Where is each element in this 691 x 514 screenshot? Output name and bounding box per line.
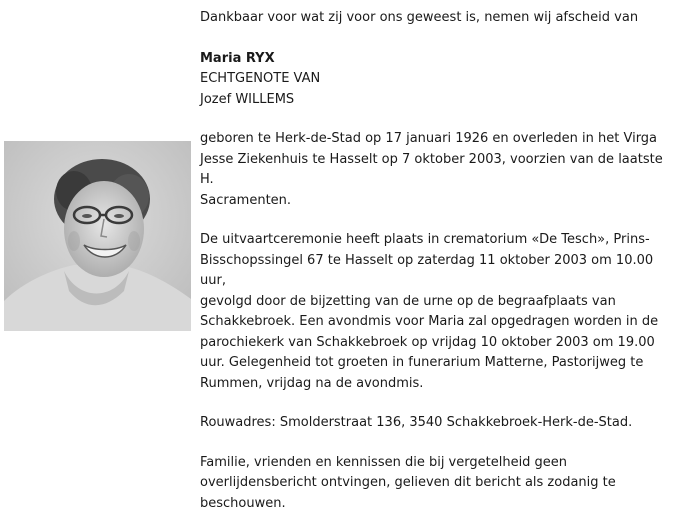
text-line: gevolgd door de bijzetting van de urne op de begraafplaats van bbox=[200, 292, 680, 313]
text-line: geboren te Herk-de-Stad op 17 januari 1926 en overleden in het Virga bbox=[200, 129, 680, 150]
text-line: Rummen, vrijdag na de avondmis. bbox=[200, 374, 680, 395]
portrait-illustration bbox=[4, 141, 191, 331]
text-line: Rouwadres: Smolderstraat 136, 3540 Schakkebroek-Herk-de-Stad. bbox=[200, 413, 680, 434]
text-line: Bisschopssingel 67 te Hasselt op zaterdag 11 oktober 2003 om 10.00 uur, bbox=[200, 251, 680, 292]
text-line: Schakkebroek. Een avondmis voor Maria zal opgedragen worden in de bbox=[200, 312, 680, 333]
text-line: De uitvaartceremonie heeft plaats in crematorium «De Tesch», Prins- bbox=[200, 230, 680, 251]
text-line: parochiekerk van Schakkebroek op vrijdag 10 oktober 2003 om 19.00 bbox=[200, 333, 680, 354]
ceremony-paragraph bbox=[200, 230, 680, 394]
relation-label: ECHTGENOTE VAN bbox=[200, 69, 680, 90]
text-line: Jesse Ziekenhuis te Hasselt op 7 oktober 2003, voorzien van de laatste H. bbox=[200, 150, 680, 191]
text-line: beschouwen. bbox=[200, 494, 680, 514]
text-line: Familie, vrienden en kennissen die bij vergetelheid geen bbox=[200, 453, 680, 474]
address-paragraph bbox=[200, 413, 680, 434]
text-line: Sacramenten. bbox=[200, 191, 680, 212]
closing-paragraph bbox=[200, 453, 680, 514]
text-line: overlijdensbericht ontvingen, gelieven dit bericht als zodanig te bbox=[200, 473, 680, 494]
deceased-name: Maria RYX bbox=[200, 49, 680, 70]
birth-death-paragraph bbox=[200, 129, 680, 211]
spouse-name: Jozef WILLEMS bbox=[200, 90, 680, 111]
intro-line: Dankbaar voor wat zij voor ons geweest is, nemen wij afscheid van bbox=[200, 8, 680, 29]
portrait-photo bbox=[4, 141, 191, 331]
obituary-text bbox=[200, 8, 680, 514]
text-line: uur. Gelegenheid tot groeten in funerarium Matterne, Pastorijweg te bbox=[200, 353, 680, 374]
